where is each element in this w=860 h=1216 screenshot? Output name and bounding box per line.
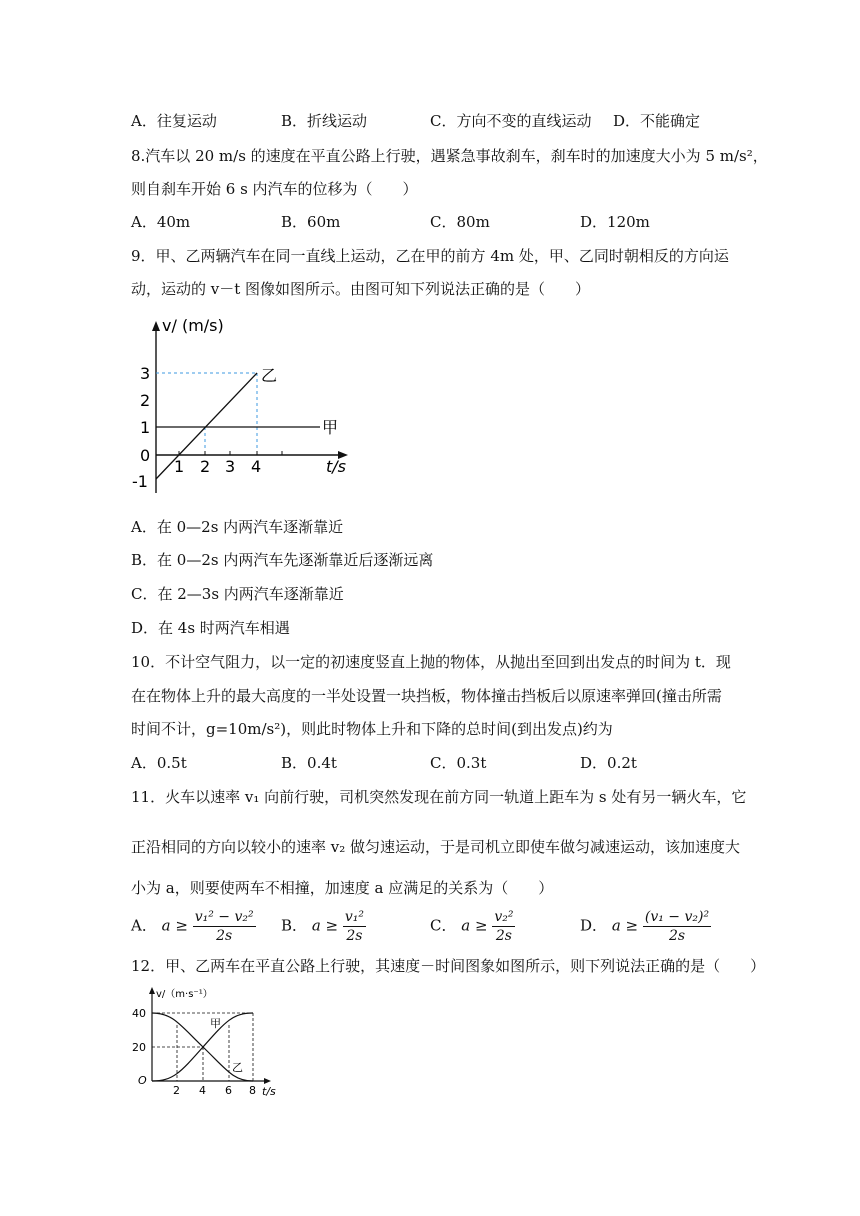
q9-x-axis-label: t/s	[326, 457, 346, 476]
q10-option-d: D．0.2t	[580, 754, 637, 772]
q12-y-tick-20: 20	[132, 1041, 146, 1054]
q11-option-a-numerator: v₁² − v₂²	[194, 909, 254, 925]
q9-option-c: C．在 2—3s 内两汽车逐渐靠近	[131, 585, 344, 603]
q11-option-a-fraction	[193, 908, 256, 945]
q9-text-line1: 9．甲、乙两辆汽车在同一直线上运动，乙在甲的前方 4m 处，甲、乙同时朝相反的方向运	[131, 247, 729, 265]
q11-option-d	[580, 908, 711, 945]
q12-y-axis-label: v/（m·s⁻¹）	[156, 989, 213, 1000]
q10-text-line3: 时间不计，g=10m/s²)，则此时物体上升和下降的总时间(到出发点)约为	[131, 720, 613, 738]
q8-option-d: D．120m	[580, 213, 650, 231]
q11-option-a-lhs: a ≥	[161, 916, 188, 935]
q7-option-c: C．方向不变的直线运动	[430, 112, 592, 130]
q9-x-tick-1: 1	[174, 457, 185, 476]
q10-option-a: A．0.5t	[131, 754, 187, 772]
q10-text-line1: 10．不计空气阻力，以一定的初速度竖直上抛的物体，从抛出至回到出发点的时间为 t．现	[131, 653, 731, 671]
q12-x-tick-6: 6	[225, 1084, 232, 1097]
q11-option-c-lhs: a ≥	[461, 916, 488, 935]
q11-option-c	[430, 908, 515, 945]
q9-option-a: A．在 0—2s 内两汽车逐渐靠近	[131, 518, 344, 536]
q11-option-b-lhs: a ≥	[311, 916, 339, 935]
q9-option-b: B．在 0—2s 内两汽车先逐渐靠近后逐渐远离	[131, 551, 434, 569]
q11-text-line2: 正沿相同的方向以较小的速率 v₂ 做匀速运动，于是司机立即使车做匀减速运动，该加速度大	[131, 838, 741, 856]
q9-y-tick-1: 1	[140, 418, 151, 437]
q9-x-tick-4: 4	[251, 457, 262, 476]
q11-option-a	[131, 908, 256, 945]
q9-x-tick-3: 3	[225, 457, 236, 476]
q11-option-c-denominator: 2s	[495, 928, 512, 944]
q12-origin-label: O	[138, 1074, 147, 1087]
q9-y-tick-neg1: -1	[132, 472, 148, 491]
q11-option-b-prefix: B．	[281, 916, 308, 935]
q10-text-line2: 在在物体上升的最大高度的一半处设置一块挡板，物体撞击挡板后以原速率弹回(撞击所需	[131, 687, 722, 705]
q10-option-c: C．0.3t	[430, 754, 487, 772]
q12-series-yi-label: 乙	[232, 1061, 243, 1074]
q12-x-tick-8: 8	[249, 1084, 256, 1097]
q9-x-tick-2: 2	[200, 457, 211, 476]
q7-option-d: D．不能确定	[613, 112, 701, 130]
q7-option-b: B．折线运动	[281, 112, 368, 130]
q11-option-b-numerator: v₁²	[344, 909, 365, 925]
q9-y-tick-0: 0	[140, 446, 151, 465]
q9-series-jia-label: 甲	[322, 418, 339, 437]
q11-option-c-fraction	[492, 908, 515, 945]
q9-y-tick-2: 2	[140, 391, 151, 410]
q8-option-b: B．60m	[281, 213, 341, 231]
q11-option-c-numerator: v₂²	[494, 909, 514, 925]
q9-y-tick-3: 3	[140, 364, 151, 383]
q12-y-tick-40: 40	[132, 1007, 146, 1020]
q12-x-tick-2: 2	[173, 1084, 180, 1097]
q11-option-d-lhs: a ≥	[611, 916, 639, 935]
q10-option-b: B．0.4t	[281, 754, 337, 772]
q9-y-axis-arrow	[152, 321, 160, 331]
q11-text-line1: 11．火车以速率 v₁ 向前行驶，司机突然发现在前方同一轨道上距车为 s 处有另一辆火车，它	[131, 788, 747, 806]
q9-text-line2: 动，运动的 v－t 图像如图所示。由图可知下列说法正确的是（ ）	[131, 280, 591, 298]
q11-option-d-prefix: D．	[580, 916, 608, 935]
q8-text-line1: 8.汽车以 20 m/s 的速度在平直公路上行驶，遇紧急事故刹车，刹车时的加速度大小为 5 m/s²，	[131, 147, 768, 165]
q11-option-b-fraction	[343, 908, 366, 945]
q11-option-a-denominator: 2s	[216, 928, 233, 944]
q11-option-d-fraction	[643, 908, 711, 945]
q11-option-c-prefix: C．	[430, 916, 457, 935]
q11-option-d-denominator: 2s	[668, 928, 686, 944]
q11-option-b-denominator: 2s	[346, 928, 363, 944]
q11-option-a-prefix: A．	[131, 916, 157, 935]
q11-option-b	[281, 908, 366, 945]
q9-series-yi-label: 乙	[261, 366, 278, 385]
q11-text-line3: 小为 a，则要使两车不相撞，加速度 a 应满足的关系为（ ）	[131, 879, 554, 897]
q9-vt-graph	[130, 315, 360, 500]
q12-vt-graph	[128, 985, 288, 1100]
q12-series-jia-label: 甲	[210, 1017, 221, 1030]
q12-x-axis-label: t/s	[262, 1085, 276, 1098]
q8-option-c: C．80m	[430, 213, 490, 231]
q7-option-a: A．往复运动	[131, 112, 217, 130]
q8-option-a: A．40m	[131, 213, 191, 231]
q12-x-tick-4: 4	[199, 1084, 206, 1097]
q9-y-axis-label: v/ (m/s)	[162, 316, 224, 335]
q8-text-line2: 则自刹车开始 6 s 内汽车的位移为（ ）	[131, 180, 418, 198]
q12-text-line1: 12．甲、乙两车在平直公路上行驶，其速度－时间图象如图所示，则下列说法正确的是（ ）	[131, 957, 766, 975]
q9-option-d: D．在 4s 时两汽车相遇	[131, 619, 290, 637]
q11-option-d-numerator: (v₁ − v₂)²	[644, 909, 710, 925]
